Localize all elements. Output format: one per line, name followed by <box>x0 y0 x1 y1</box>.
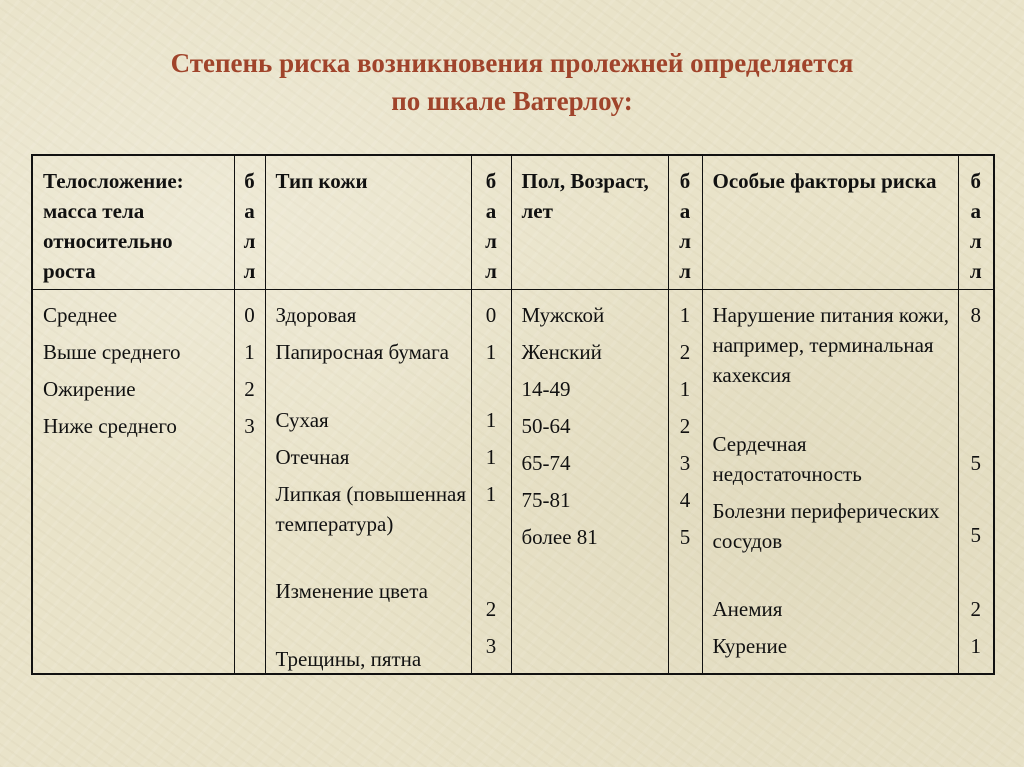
special-risk-factors-cell <box>702 289 958 674</box>
header-skin-type: Тип кожи <box>265 155 471 289</box>
score-letter: б <box>244 169 255 193</box>
score-value: 2 <box>244 376 255 401</box>
score-value: 1 <box>970 633 981 658</box>
list-item: Среднее <box>43 302 118 327</box>
list-item: Липкая (повышенная температура) <box>275 481 467 536</box>
score-value: 0 <box>244 302 255 327</box>
list-item: Здоровая <box>275 302 357 327</box>
score-letter: л <box>243 259 256 283</box>
score-value: 3 <box>244 413 255 438</box>
table-body-row <box>32 289 994 674</box>
header-body-build: Телосложение: масса тела относительно роста <box>32 155 234 289</box>
list-item: Отечная <box>275 444 350 469</box>
score-value: 3 <box>485 633 497 658</box>
waterlow-scale-table <box>31 154 995 675</box>
list-item: Папиросная бумага <box>275 339 450 364</box>
score-letter: б <box>679 169 691 193</box>
skin-type-score-cell <box>471 289 511 674</box>
slide-title-line-1: Степень риска возникновения пролежней определяется <box>170 48 854 78</box>
score-value: 2 <box>485 596 497 621</box>
score-value: 2 <box>679 413 691 438</box>
score-letter: л <box>243 229 256 253</box>
score-value: 5 <box>970 450 981 475</box>
score-letter: л <box>485 259 497 283</box>
sex-age-score-cell <box>668 289 702 674</box>
header-score-3 <box>668 155 702 289</box>
slide-title-line-2: по шкале Ватерлоу: <box>391 86 633 116</box>
list-item: Изменение цвета <box>275 578 428 603</box>
list-item: Женский <box>521 339 602 364</box>
score-letter: л <box>485 229 497 253</box>
score-letter: л <box>679 229 691 253</box>
score-value: 1 <box>485 339 497 364</box>
list-item: Курение <box>712 633 788 658</box>
list-item: 50-64 <box>521 413 571 438</box>
special-risk-factors-score-cell <box>958 289 994 674</box>
list-item: Выше среднего <box>43 339 181 364</box>
score-value: 5 <box>970 522 981 547</box>
list-item: Нарушение питания кожи, например, терминальная кахексия <box>712 302 949 387</box>
score-value: 3 <box>679 450 691 475</box>
header-score-4 <box>958 155 994 289</box>
score-letter: а <box>679 199 691 223</box>
score-value: 2 <box>679 339 691 364</box>
list-item: 65-74 <box>521 450 571 475</box>
slide-title <box>0 44 1024 120</box>
body-build-score-cell <box>234 289 265 674</box>
score-letter: а <box>970 199 981 223</box>
score-letter: л <box>969 229 982 253</box>
score-value: 1 <box>485 481 497 506</box>
score-value: 1 <box>485 407 497 432</box>
header-special-risk-factors: Особые факторы риска <box>702 155 958 289</box>
list-item: Ниже среднего <box>43 413 177 438</box>
sex-age-cell <box>511 289 668 674</box>
list-item: Ожирение <box>43 376 136 401</box>
score-value: 1 <box>485 444 497 469</box>
score-letter: а <box>485 199 497 223</box>
header-score-2 <box>471 155 511 289</box>
skin-type-cell <box>265 289 471 674</box>
header-sex-age: Пол, Возраст, лет <box>511 155 668 289</box>
score-letter: а <box>244 199 255 223</box>
score-value: 1 <box>244 339 255 364</box>
score-value: 5 <box>679 524 691 549</box>
list-item: 75-81 <box>521 487 571 512</box>
score-value: 0 <box>485 302 497 327</box>
score-value: 4 <box>679 487 691 512</box>
list-item: Трещины, пятна <box>275 646 422 671</box>
score-letter: л <box>679 259 691 283</box>
body-build-cell <box>32 289 234 674</box>
list-item: Сердечная недостаточность <box>712 431 862 486</box>
list-item: 14-49 <box>521 376 571 401</box>
score-letter: л <box>969 259 982 283</box>
list-item: Мужской <box>521 302 605 327</box>
score-value: 1 <box>679 302 691 327</box>
list-item: Сухая <box>275 407 329 432</box>
list-item: Анемия <box>712 596 783 621</box>
header-score-1 <box>234 155 265 289</box>
score-letter: б <box>970 169 981 193</box>
table-header-row <box>32 155 994 289</box>
score-value: 2 <box>970 596 981 621</box>
score-letter: б <box>485 169 497 193</box>
score-value: 8 <box>970 302 981 327</box>
score-value: 1 <box>679 376 691 401</box>
list-item: более 81 <box>521 524 598 549</box>
list-item: Болезни периферических сосудов <box>712 498 940 553</box>
